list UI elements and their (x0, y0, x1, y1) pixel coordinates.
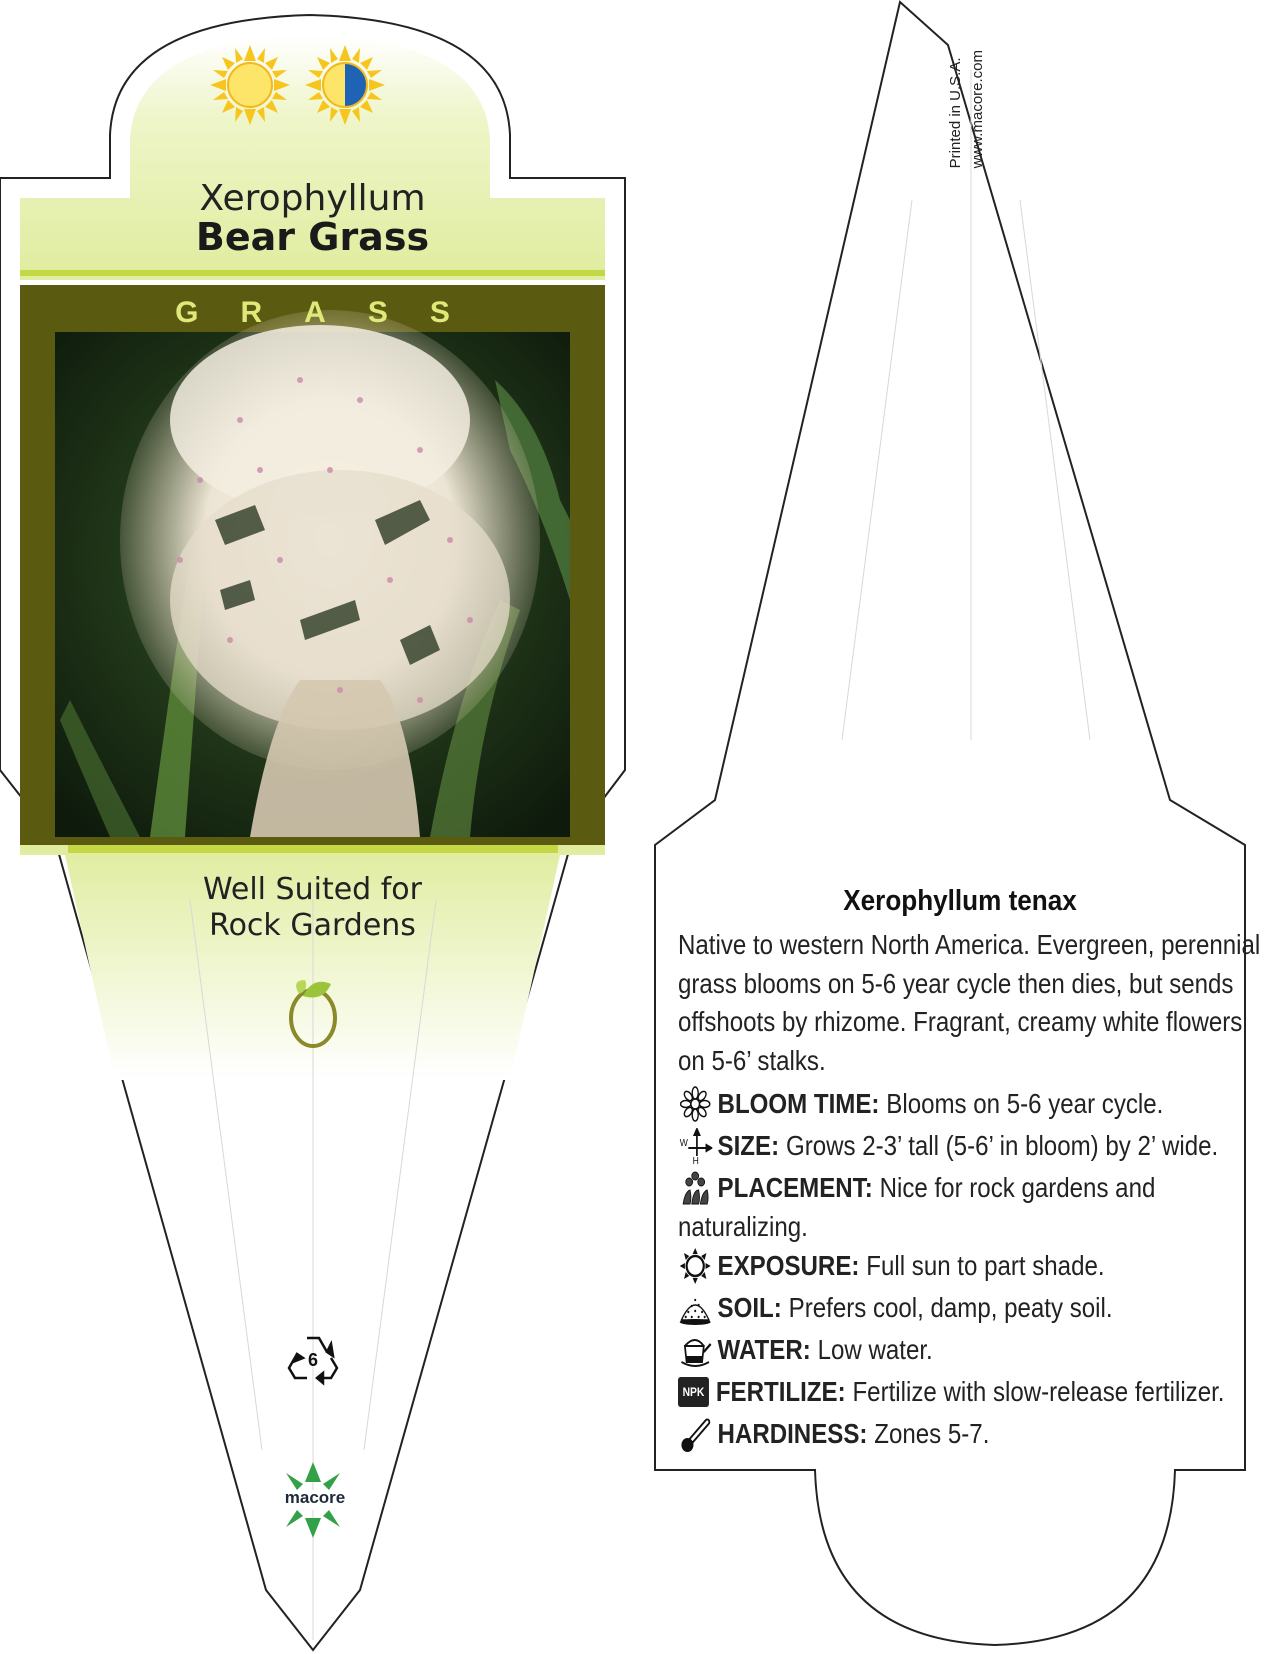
attr-fertilize (678, 1373, 1224, 1411)
watering-can-icon (678, 1332, 712, 1368)
plant-photo (55, 310, 570, 837)
printed-in (945, 50, 989, 168)
description-line: Native to western North America. Evergreen, perennial (678, 929, 1261, 960)
attr-value: Full sun to part shade. (866, 1250, 1105, 1281)
soil-icon (678, 1290, 712, 1326)
attr-water (678, 1331, 933, 1369)
attr-label: SIZE: (717, 1130, 780, 1161)
attr-value-continued: naturalizing. (678, 1211, 808, 1242)
attr-exposure (678, 1247, 1105, 1285)
recycle-number: 6 (307, 1350, 318, 1370)
description-line: offshoots by rhizome. Fragrant, creamy white flowers (678, 1006, 1243, 1037)
attr-value: Nice for rock gardens and (879, 1172, 1156, 1203)
svg-text:H: H (692, 1155, 699, 1164)
description (678, 926, 1261, 1080)
attr-size (678, 1127, 1218, 1165)
attr-value: Zones 5-7. (874, 1418, 990, 1449)
sun-icon (678, 1248, 712, 1284)
lower-line (68, 845, 558, 853)
attr-label: WATER: (717, 1334, 811, 1365)
attr-value: Low water. (817, 1334, 933, 1365)
attr-value: Fertilize with slow-release fertilizer. (852, 1376, 1225, 1407)
description-line: on 5-6’ stalks. (678, 1044, 826, 1076)
attr-value: Prefers cool, damp, peaty soil. (788, 1292, 1113, 1323)
attr-placement-continued (678, 1208, 808, 1246)
attr-placement (678, 1169, 1155, 1207)
attr-label: FERTILIZE: (715, 1376, 846, 1407)
brand-name: macore (284, 1488, 346, 1507)
attr-label: SOIL: (717, 1292, 782, 1323)
genus-name: Xerophyllum (199, 178, 426, 219)
header-line (20, 270, 605, 276)
tagline (60, 872, 565, 944)
common-name: Bear Grass (195, 215, 430, 259)
tagline-line-1: Well Suited for (202, 872, 422, 907)
printed-line-1: Printed in U.S.A. (947, 57, 964, 169)
attr-label: BLOOM TIME: (717, 1088, 880, 1119)
svg-text:W: W (679, 1137, 688, 1149)
full-sun-icon (210, 45, 290, 125)
attr-label: PLACEMENT: (717, 1172, 873, 1203)
npk-icon: NPK (678, 1377, 709, 1407)
tagline-line-2: Rock Gardens (209, 908, 416, 943)
attr-soil (678, 1289, 1113, 1327)
attr-bloom-time (678, 1085, 1163, 1123)
thermometer-icon (678, 1416, 712, 1452)
scientific-name: Xerophyllum tenax (843, 885, 1077, 917)
attr-value: Grows 2-3’ tall (5-6’ in bloom) by 2’ wide. (785, 1130, 1219, 1161)
attr-value: Blooms on 5-6 year cycle. (886, 1088, 1164, 1119)
attr-label: EXPOSURE: (717, 1250, 860, 1281)
description-line: grass blooms on 5-6 year cycle then dies, but sends (678, 967, 1234, 999)
part-shade-icon (305, 45, 385, 125)
size-icon (678, 1128, 712, 1164)
printed-line-2: www.macore.com (969, 50, 986, 169)
attr-label: HARDINESS: (717, 1418, 868, 1449)
placement-icon (678, 1170, 712, 1206)
flower-icon (678, 1086, 712, 1122)
category-label: GRASS (175, 296, 492, 329)
attr-hardiness (678, 1415, 989, 1453)
